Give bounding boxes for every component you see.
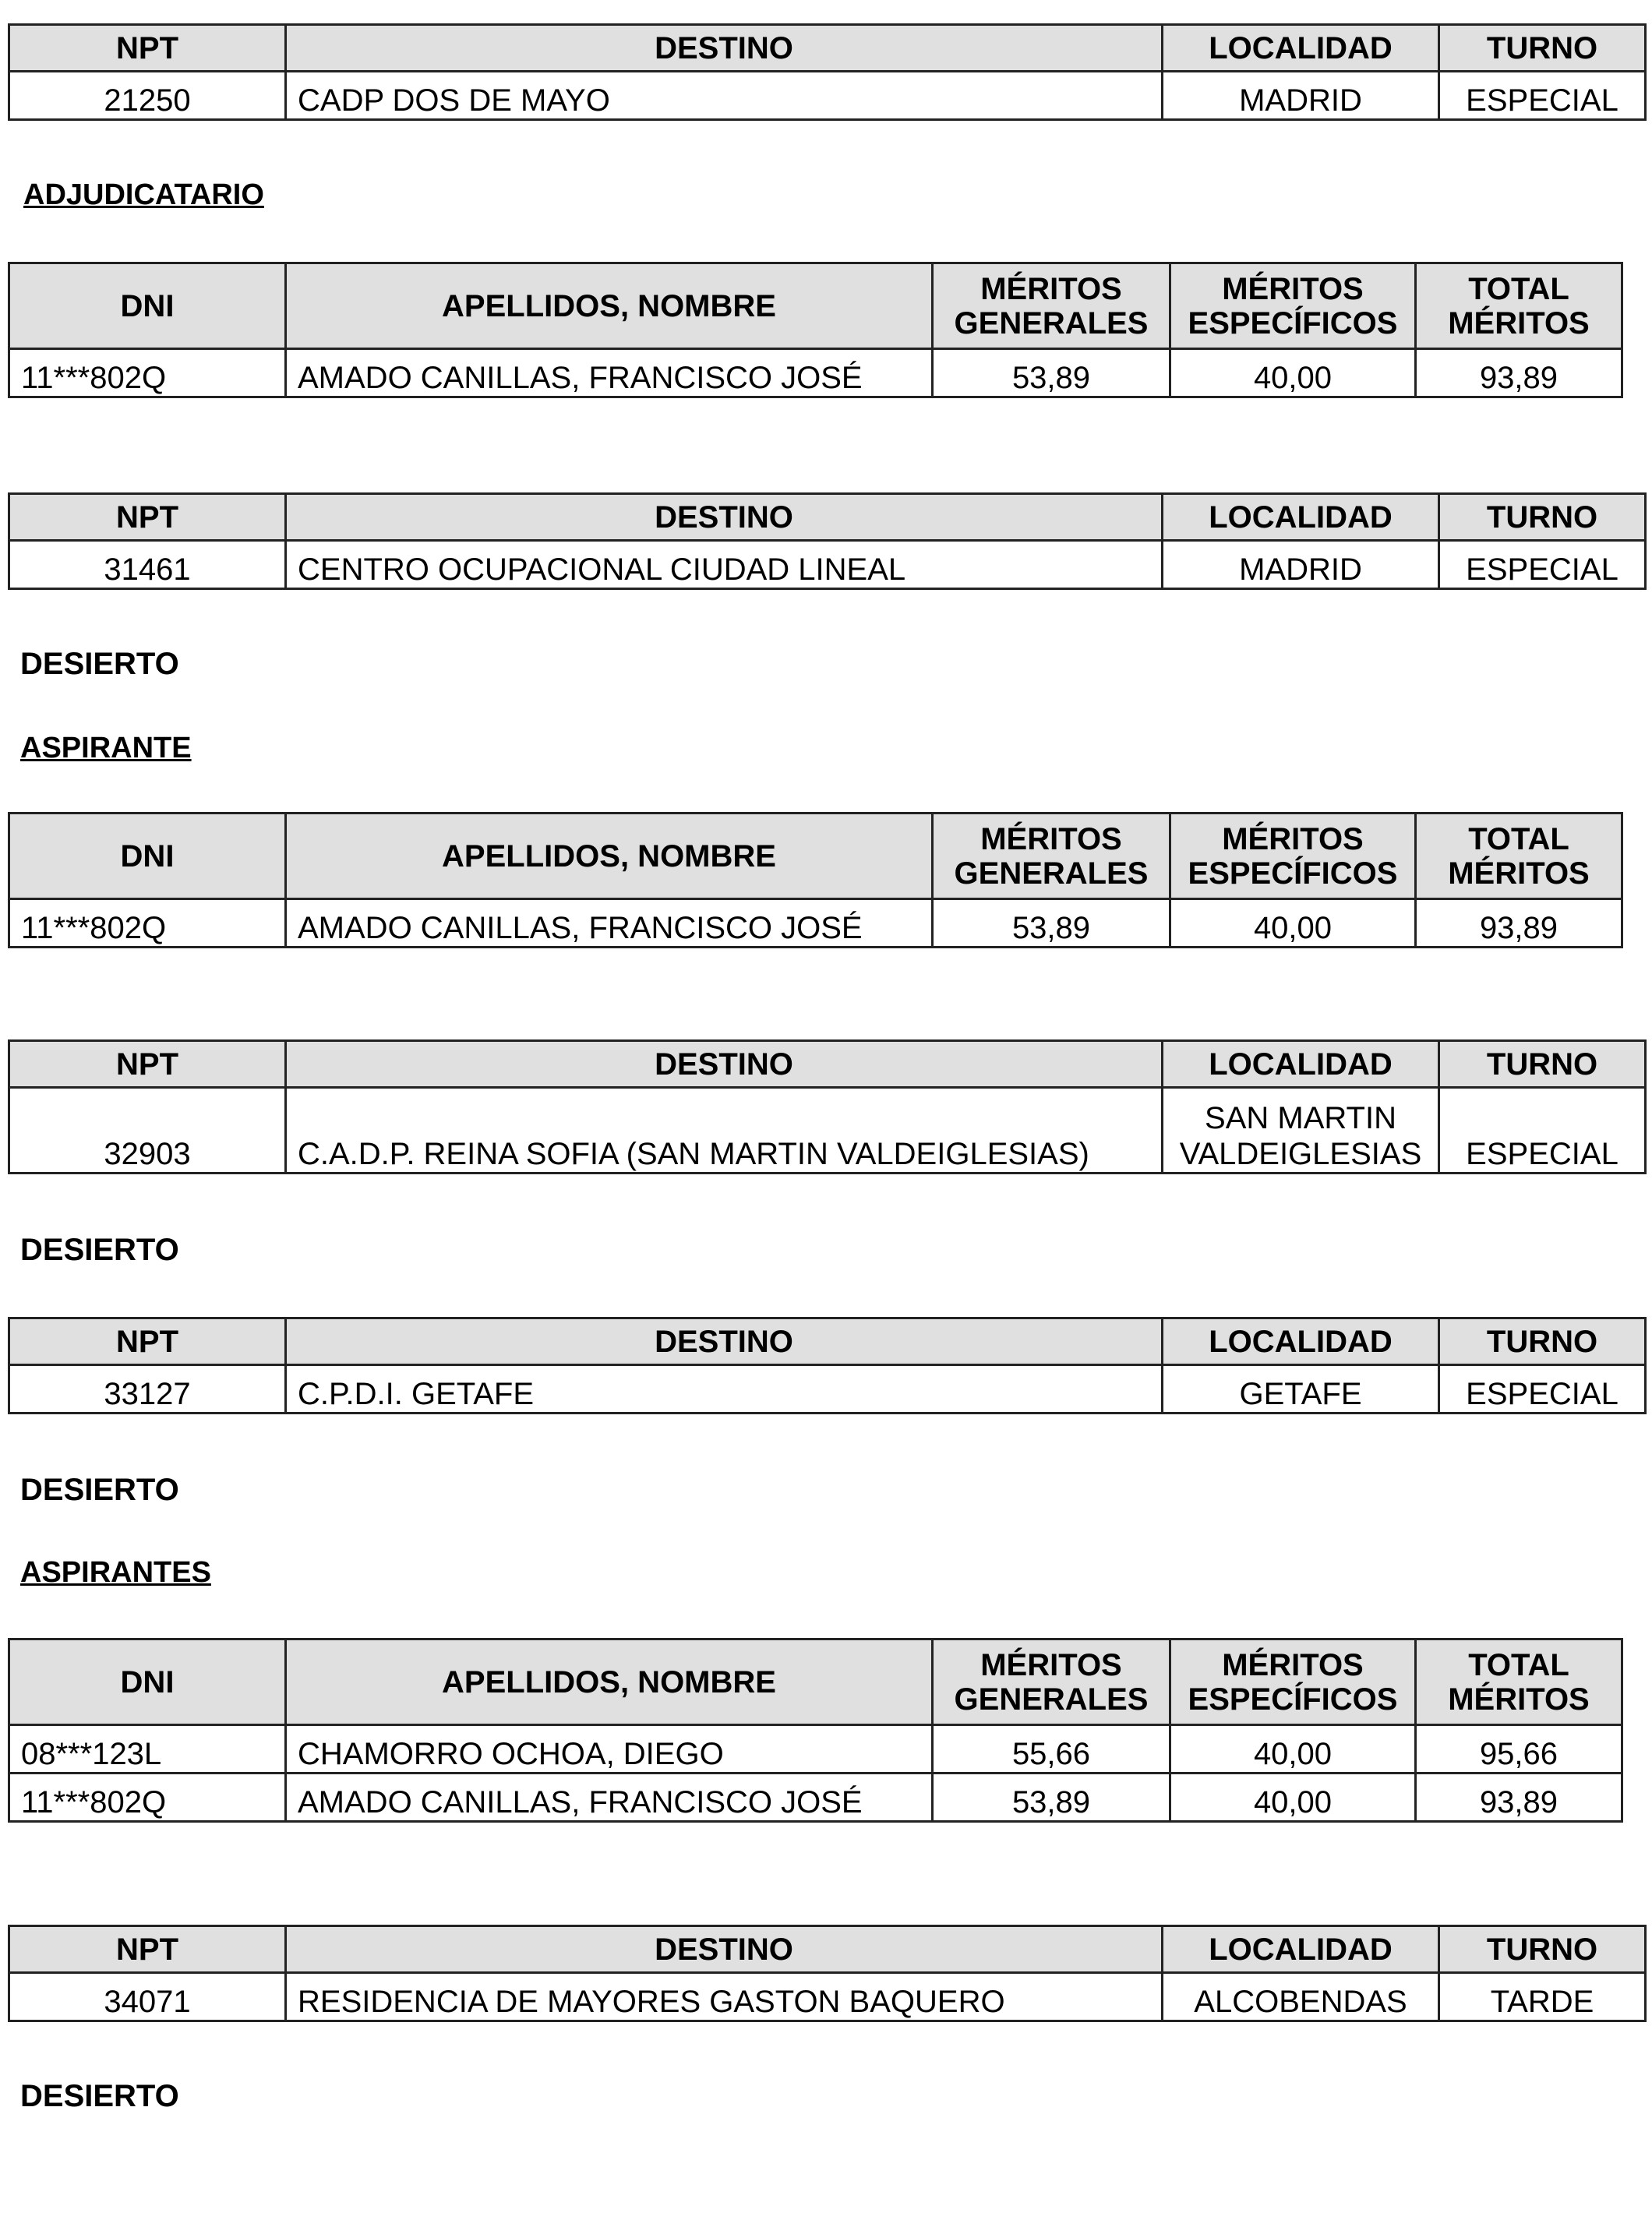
total-cell: 93,89 xyxy=(1416,349,1622,397)
table-row xyxy=(9,899,1622,948)
npt-cell: 33127 xyxy=(9,1365,286,1414)
especificos-cell: 40,00 xyxy=(1170,349,1416,397)
candidates-table-2 xyxy=(8,812,1623,948)
adjudicatario-label: ADJUDICATARIO xyxy=(23,178,264,211)
post-table-31461 xyxy=(8,492,1647,590)
meritos-generales-header: MÉRITOS GENERALES xyxy=(933,814,1170,899)
meritos-especificos-header: MÉRITOS ESPECÍFICOS xyxy=(1170,263,1416,349)
total-cell: 93,89 xyxy=(1416,1774,1622,1822)
npt-cell: 31461 xyxy=(9,541,286,589)
npt-header: NPT xyxy=(9,1041,286,1088)
table-row xyxy=(9,349,1622,397)
destino-header: DESTINO xyxy=(286,1041,1163,1088)
table-row xyxy=(9,1774,1622,1822)
npt-header: NPT xyxy=(9,25,286,72)
generales-cell: 53,89 xyxy=(933,1774,1170,1822)
localidad-cell: MADRID xyxy=(1163,72,1439,120)
candidates-table-3 xyxy=(8,1638,1623,1823)
localidad-cell: SAN MARTIN VALDEIGLESIAS xyxy=(1163,1088,1439,1174)
localidad-header: LOCALIDAD xyxy=(1163,1318,1439,1365)
apellidos-nombre-header: APELLIDOS, NOMBRE xyxy=(286,814,933,899)
generales-cell: 53,89 xyxy=(933,899,1170,948)
dni-header: DNI xyxy=(9,1639,286,1725)
localidad-header: LOCALIDAD xyxy=(1163,1926,1439,1973)
turno-cell: ESPECIAL xyxy=(1439,1088,1646,1174)
generales-cell: 53,89 xyxy=(933,349,1170,397)
dni-header: DNI xyxy=(9,263,286,349)
nombre-cell: AMADO CANILLAS, FRANCISCO JOSÉ xyxy=(286,899,933,948)
npt-header: NPT xyxy=(9,494,286,541)
destino-header: DESTINO xyxy=(286,25,1163,72)
destino-cell: RESIDENCIA DE MAYORES GASTON BAQUERO xyxy=(286,1973,1163,2021)
localidad-cell: GETAFE xyxy=(1163,1365,1439,1414)
npt-cell: 21250 xyxy=(9,72,286,120)
dni-cell: 11***802Q xyxy=(9,349,286,397)
localidad-header: LOCALIDAD xyxy=(1163,25,1439,72)
desierto-label: DESIERTO xyxy=(20,647,179,681)
turno-header: TURNO xyxy=(1439,494,1646,541)
destino-cell: C.P.D.I. GETAFE xyxy=(286,1365,1163,1414)
table-row xyxy=(9,1725,1622,1774)
destino-cell: CADP DOS DE MAYO xyxy=(286,72,1163,120)
meritos-generales-header: MÉRITOS GENERALES xyxy=(933,1639,1170,1725)
turno-header: TURNO xyxy=(1439,1926,1646,1973)
generales-cell: 55,66 xyxy=(933,1725,1170,1774)
localidad-cell: MADRID xyxy=(1163,541,1439,589)
post-table-21250 xyxy=(8,23,1647,121)
destino-cell: C.A.D.P. REINA SOFIA (SAN MARTIN VALDEIGLESIAS) xyxy=(286,1088,1163,1174)
localidad-cell: ALCOBENDAS xyxy=(1163,1973,1439,2021)
desierto-label: DESIERTO xyxy=(20,1473,179,1507)
post-table-32903 xyxy=(8,1039,1647,1174)
npt-header: NPT xyxy=(9,1926,286,1973)
total-meritos-header: TOTAL MÉRITOS xyxy=(1416,263,1622,349)
turno-cell: ESPECIAL xyxy=(1439,541,1646,589)
nombre-cell: CHAMORRO OCHOA, DIEGO xyxy=(286,1725,933,1774)
npt-header: NPT xyxy=(9,1318,286,1365)
turno-cell: ESPECIAL xyxy=(1439,72,1646,120)
destino-cell: CENTRO OCUPACIONAL CIUDAD LINEAL xyxy=(286,541,1163,589)
npt-cell: 34071 xyxy=(9,1973,286,2021)
meritos-generales-header: MÉRITOS GENERALES xyxy=(933,263,1170,349)
total-meritos-header: TOTAL MÉRITOS xyxy=(1416,1639,1622,1725)
turno-cell: ESPECIAL xyxy=(1439,1365,1646,1414)
desierto-label: DESIERTO xyxy=(20,2079,179,2113)
total-cell: 95,66 xyxy=(1416,1725,1622,1774)
destino-header: DESTINO xyxy=(286,1318,1163,1365)
post-table-33127 xyxy=(8,1317,1647,1414)
dni-cell: 11***802Q xyxy=(9,899,286,948)
destino-header: DESTINO xyxy=(286,494,1163,541)
aspirantes-label: ASPIRANTES xyxy=(20,1556,211,1589)
total-meritos-header: TOTAL MÉRITOS xyxy=(1416,814,1622,899)
destino-header: DESTINO xyxy=(286,1926,1163,1973)
turno-header: TURNO xyxy=(1439,1318,1646,1365)
especificos-cell: 40,00 xyxy=(1170,1725,1416,1774)
dni-header: DNI xyxy=(9,814,286,899)
nombre-cell: AMADO CANILLAS, FRANCISCO JOSÉ xyxy=(286,1774,933,1822)
desierto-label: DESIERTO xyxy=(20,1233,179,1267)
especificos-cell: 40,00 xyxy=(1170,899,1416,948)
dni-cell: 11***802Q xyxy=(9,1774,286,1822)
aspirante-label: ASPIRANTE xyxy=(20,732,192,764)
turno-header: TURNO xyxy=(1439,25,1646,72)
dni-cell: 08***123L xyxy=(9,1725,286,1774)
post-table-34071 xyxy=(8,1925,1647,2022)
total-cell: 93,89 xyxy=(1416,899,1622,948)
turno-cell: TARDE xyxy=(1439,1973,1646,2021)
candidates-table-1 xyxy=(8,262,1623,398)
apellidos-nombre-header: APELLIDOS, NOMBRE xyxy=(286,1639,933,1725)
turno-header: TURNO xyxy=(1439,1041,1646,1088)
meritos-especificos-header: MÉRITOS ESPECÍFICOS xyxy=(1170,814,1416,899)
localidad-header: LOCALIDAD xyxy=(1163,494,1439,541)
apellidos-nombre-header: APELLIDOS, NOMBRE xyxy=(286,263,933,349)
meritos-especificos-header: MÉRITOS ESPECÍFICOS xyxy=(1170,1639,1416,1725)
nombre-cell: AMADO CANILLAS, FRANCISCO JOSÉ xyxy=(286,349,933,397)
especificos-cell: 40,00 xyxy=(1170,1774,1416,1822)
npt-cell: 32903 xyxy=(9,1088,286,1174)
localidad-header: LOCALIDAD xyxy=(1163,1041,1439,1088)
